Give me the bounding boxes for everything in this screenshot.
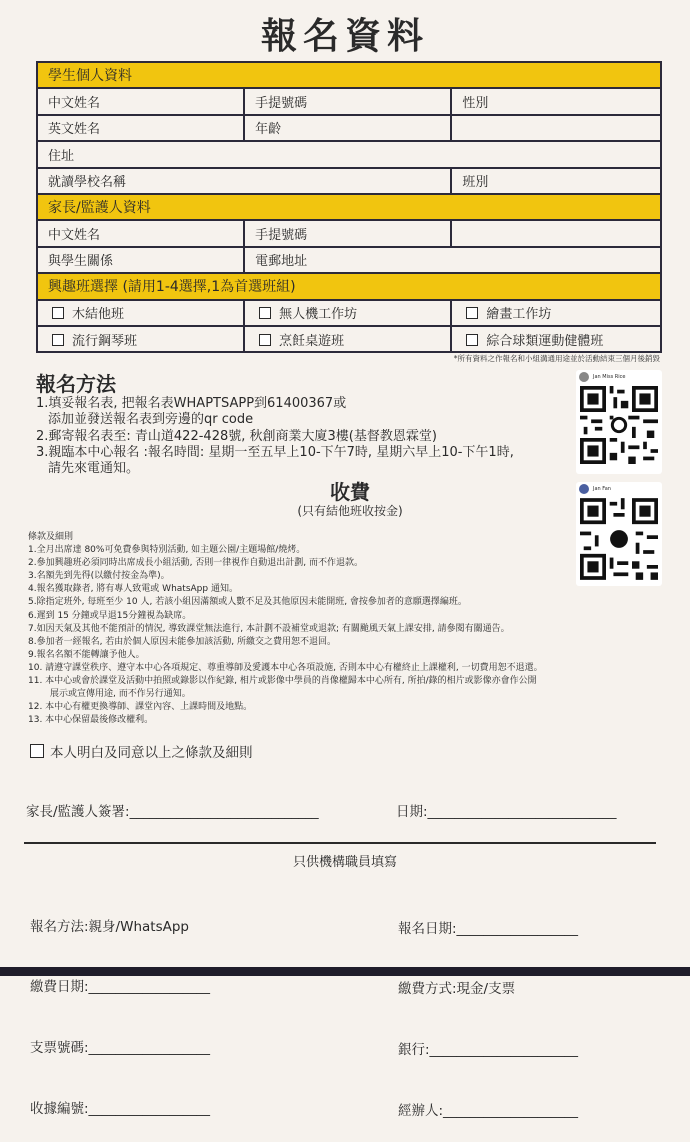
office-field: 收據編號:__________________	[30, 1101, 211, 1118]
fee-subtitle: (只有結他班收按金)	[297, 504, 403, 518]
course-option[interactable]: 繪畫工作坊	[451, 300, 661, 326]
checkbox[interactable]	[52, 334, 64, 346]
agree-checkbox[interactable]	[30, 744, 44, 758]
student-gender-field[interactable]: 性別	[451, 88, 661, 114]
office-field: 經辦人:____________________	[398, 1103, 579, 1120]
interest-section-header: 興趣班選擇 (請用1-4選擇,1為首選班組)	[37, 273, 661, 299]
student-blank-field[interactable]	[451, 115, 661, 141]
whatsapp-qr-card[interactable]: Jan Miss Rice	[576, 370, 662, 474]
wechat-qr-card[interactable]: Jan Fan	[576, 482, 662, 586]
office-use-title: 只供機構職員填寫	[292, 855, 397, 870]
office-field: 繳費方式:現金/支票	[398, 981, 516, 998]
guardian-chinese-name-field[interactable]: 中文姓名	[37, 220, 244, 246]
student-mobile-field[interactable]: 手提號碼	[244, 88, 451, 114]
terms-item: 11. 本中心或會於課堂及活動中拍照或錄影以作紀錄, 相片或影像中學員的肖像權歸本中心所有, 所拍/錄的相片或影像亦會作公開	[28, 676, 537, 687]
course-option[interactable]: 木結他班	[37, 300, 244, 326]
guardian-blank-field[interactable]	[451, 220, 661, 246]
terms-item: 展示或宣傳用途, 而不作另行通知。	[50, 689, 191, 700]
terms-item: 12. 本中心有權更換導師、課堂內容、上課時間及地點。	[28, 702, 253, 713]
method-step-1-cont: 添加並發送報名表到旁邊的qr code	[48, 412, 254, 427]
course-option[interactable]: 無人機工作坊	[244, 300, 451, 326]
checkbox[interactable]	[466, 334, 478, 346]
agree-checkbox-row[interactable]	[30, 741, 253, 761]
student-age-field[interactable]: 年齡	[244, 115, 451, 141]
method-step-3: 3.親臨本中心報名 :報名時間: 星期一至五早上10-下午7時, 星期六早上10-下午1時,	[36, 445, 514, 460]
student-class-field[interactable]: 班別	[451, 168, 661, 194]
avatar	[579, 372, 589, 382]
terms-item: 3.名額先到先得(以繳付按金為準)。	[28, 571, 170, 582]
terms-item: 4.報名獲取錄者, 將有專人致電或 WhatsApp 通知。	[28, 584, 238, 595]
guardian-relation-field[interactable]: 與學生關係	[37, 247, 244, 273]
avatar	[579, 484, 589, 494]
bottom-bar	[0, 967, 690, 976]
checkbox[interactable]	[52, 307, 64, 319]
terms-item: 9.報名名額不能轉讓予他人。	[28, 649, 145, 660]
guardian-signature-line[interactable]: 家長/監護人簽署:____________________________	[26, 804, 319, 820]
form-title: 報名資料	[260, 16, 429, 57]
method-step-2: 2.郵寄報名表至: 青山道422-428號, 秋創商業大廈3樓(基督教恩霖堂)	[36, 429, 437, 444]
checkbox[interactable]	[466, 307, 478, 319]
office-field: 銀行:______________________	[398, 1042, 579, 1059]
student-section-header: 學生個人資料	[37, 62, 661, 88]
terms-and-conditions	[28, 531, 668, 727]
guardian-email-field[interactable]: 電郵地址	[244, 247, 661, 273]
terms-heading: 條款及細則	[28, 532, 74, 542]
terms-item: 2.參加興趣班必須同時出席成長小組活動, 否則一律視作自動退出計劃, 而不作退款。	[28, 558, 364, 569]
registration-table	[36, 61, 662, 353]
guardian-mobile-field[interactable]: 手提號碼	[244, 220, 451, 246]
office-left-fields	[30, 876, 210, 1140]
office-field: 支票號碼:__________________	[30, 1040, 211, 1057]
fee-title: 收費	[330, 480, 370, 504]
course-option[interactable]: 烹飪桌遊班	[244, 326, 451, 352]
office-field: 報名方法:親身/WhatsApp	[30, 918, 189, 935]
checkbox[interactable]	[259, 334, 271, 346]
terms-item: 13. 本中心保留最後修改權利。	[28, 715, 154, 726]
agree-label: 本人明白及同意以上之條款及細則	[50, 745, 253, 761]
office-right-fields	[398, 878, 578, 1142]
terms-item: 6.遲到 15 分鐘或早退15分鐘視為缺席。	[28, 610, 192, 621]
guardian-section-header: 家長/監護人資料	[37, 194, 661, 220]
student-english-name-field[interactable]: 英文姓名	[37, 115, 244, 141]
course-option[interactable]: 流行鋼琴班	[37, 326, 244, 352]
terms-item: 1.全月出席達 80%可免費參與特別活動, 如主題公園/主題場館/燒烤。	[28, 545, 306, 556]
student-address-field[interactable]: 住址	[37, 141, 661, 167]
student-chinese-name-field[interactable]: 中文姓名	[37, 88, 244, 114]
student-school-field[interactable]: 就讀學校名稱	[37, 168, 451, 194]
checkbox[interactable]	[259, 307, 271, 319]
course-option[interactable]: 綜合球類運動健體班	[451, 326, 661, 352]
data-usage-note: *所有資料之作報名和小組溝通用途並於活動結束三個月後銷毀	[453, 354, 660, 363]
method-title: 報名方法	[36, 372, 116, 396]
terms-item: 5.除指定班外, 每班至少 10 人, 若該小組因滿額或人數不足及其他原因未能開班, 會按參加者的意願選擇編班。	[28, 597, 467, 608]
office-field: 報名日期:__________________	[398, 920, 579, 937]
terms-item: 10. 請遵守課堂秩序、遵守本中心各項規定、尊重導師及愛護本中心各項設施, 否則本中心有權終止上課權利, 一切費用恕不退還。	[28, 662, 543, 673]
signature-date-line[interactable]: 日期:____________________________	[396, 804, 617, 820]
terms-item: 8.參加者一經報名, 若由於個人原因未能參加該活動, 所繳交之費用恕不退回。	[28, 636, 337, 647]
qr-code	[580, 386, 658, 464]
divider	[24, 842, 656, 844]
terms-item: 7.如因天氣及其他不能預計的情況, 導致課堂無法進行, 本計劃不設補堂或退款; 有關颱風天氣上課安排, 請參閱有關通告。	[28, 623, 510, 634]
method-step-3-cont: 請先來電通知。	[48, 461, 140, 476]
method-step-1: 1.填妥報名表, 把報名表WHAPTSAPP到61400367或	[36, 396, 347, 411]
office-field: 繳費日期:__________________	[30, 979, 211, 996]
